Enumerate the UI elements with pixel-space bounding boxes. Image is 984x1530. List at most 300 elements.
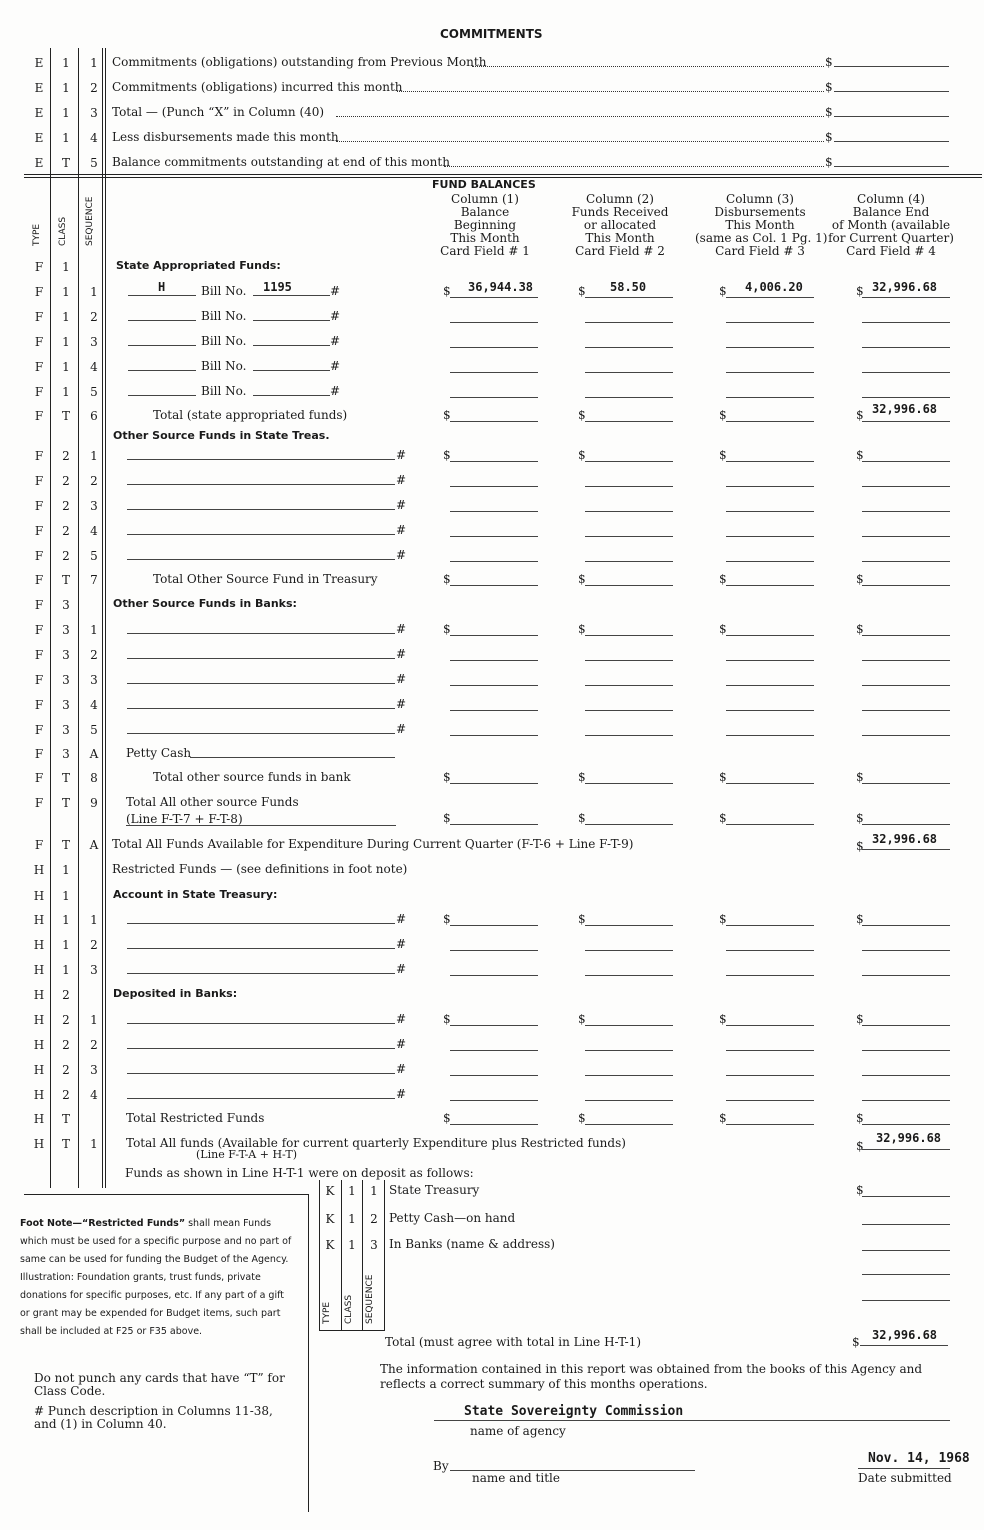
amount-field-2[interactable] (585, 783, 673, 784)
amount-field-4[interactable] (862, 975, 950, 976)
dollar-sign: $ (578, 284, 586, 298)
sequence-code: 5 (90, 385, 98, 399)
amount-field-1[interactable] (450, 511, 538, 512)
amount-field-1[interactable] (450, 1100, 538, 1101)
deposit-sequence-header: SEQUENCE (365, 1274, 375, 1324)
dollar-sign: $ (856, 1139, 864, 1153)
type-code: F (34, 796, 44, 810)
hash-mark: # (396, 523, 407, 537)
amount-field-2[interactable] (585, 585, 673, 586)
petty-cash-field[interactable] (190, 757, 395, 758)
amount-field-4[interactable] (862, 685, 950, 686)
amount-field-3[interactable] (726, 297, 814, 298)
fund-balances-heading: FUND BALANCES (432, 178, 536, 191)
amount-field-2[interactable] (585, 511, 673, 512)
sequence-code: 4 (90, 131, 98, 145)
class-code: 1 (62, 260, 70, 274)
hash-mark: # (396, 498, 407, 512)
amount-field-4[interactable] (862, 347, 950, 348)
sequence-code: 3 (90, 335, 98, 349)
deposit-amount-field[interactable] (862, 1300, 950, 1301)
class-code: 1 (62, 335, 70, 349)
class-code: 1 (62, 938, 70, 952)
column-header-line: Funds Received (571, 205, 669, 219)
deposit-amount-field[interactable] (862, 1196, 950, 1197)
description-field[interactable] (127, 559, 395, 560)
amount-field-4[interactable] (862, 783, 950, 784)
type-code: F (34, 524, 44, 538)
class-code: 2 (62, 549, 70, 563)
amount-field-3[interactable] (726, 1100, 814, 1101)
class-code: 1 (62, 310, 70, 324)
dollar-sign: $ (719, 1012, 727, 1026)
amount-field-4[interactable] (862, 735, 950, 736)
amount-field-4[interactable] (862, 1124, 950, 1125)
section-account-treasury: Account in State Treasury: (113, 888, 278, 901)
class-code: 2 (62, 1088, 70, 1102)
dollar-sign: $ (719, 622, 727, 636)
description-field[interactable] (127, 534, 395, 535)
type-code: H (33, 988, 45, 1002)
amount-field-2[interactable] (585, 1050, 673, 1051)
amount-field-3[interactable] (726, 347, 814, 348)
amount-field-3[interactable] (726, 397, 814, 398)
sequence-code: 2 (370, 1212, 378, 1226)
dollar-sign: $ (719, 572, 727, 586)
type-code: E (34, 106, 44, 120)
petty-cash-label: Petty Cash (126, 746, 192, 760)
hash-mark: # (396, 962, 407, 976)
column-header-line: (same as Col. 1 Pg. 1) (695, 231, 828, 245)
amount-field-4[interactable] (862, 1075, 950, 1076)
amount-field-3[interactable] (726, 1124, 814, 1125)
type-code: F (34, 409, 44, 423)
footnote-body: shall mean Funds which must be used for a specific purpose and no part of same can be used for funding the Budget of the Agency. Illustration: Foundation grants, trust funds, private donations for specific purposes, etc. If any part of a gift or grant may be expended for Budget items, such part shall be included at F25 or F35 above. (20, 1218, 292, 1337)
commitment-amount-field[interactable] (834, 141, 949, 142)
sequence-code: 3 (90, 499, 98, 513)
column-2-header (560, 193, 680, 258)
total-all-available-label: Total All Funds Available for Expenditure During Current Quarter (F-T-6 + Line F-T-9) (112, 837, 634, 851)
certification-text: The information contained in this report was obtained from the books of this Agency and reflects a correct summary of this months operations. (380, 1362, 923, 1391)
amount-field-1[interactable] (450, 710, 538, 711)
commitment-amount-field[interactable] (834, 91, 949, 92)
column-1-amount: 36,944.38 (468, 280, 534, 294)
amount-field-1[interactable] (450, 561, 538, 562)
date-label: Date submitted (858, 1471, 952, 1485)
amount-field-1[interactable] (450, 372, 538, 373)
amount-field-1[interactable] (450, 925, 538, 926)
description-field[interactable] (127, 1048, 395, 1049)
deposit-label: State Treasury (389, 1183, 480, 1197)
amount-field-2[interactable] (585, 950, 673, 951)
amount-field-4[interactable] (862, 1050, 950, 1051)
amount-field-3[interactable] (726, 585, 814, 586)
amount-field-4[interactable] (862, 635, 950, 636)
sequence-code: A (89, 838, 99, 852)
amount-field-2[interactable] (585, 1124, 673, 1125)
amount-field-1[interactable] (450, 685, 538, 686)
dollar-sign: $ (856, 284, 864, 298)
amount-field-4[interactable] (862, 710, 950, 711)
commitment-amount-field[interactable] (834, 66, 949, 67)
total-all-other-line (126, 825, 396, 826)
column-header-line: This Month (450, 231, 520, 245)
type-code: H (33, 963, 45, 977)
agency-label: name of agency (470, 1424, 566, 1438)
sequence-code: 6 (90, 409, 98, 423)
amount-field-3[interactable] (726, 1050, 814, 1051)
description-field[interactable] (127, 923, 395, 924)
class-code: 3 (62, 698, 70, 712)
description-field[interactable] (127, 509, 395, 510)
type-code: H (33, 913, 45, 927)
class-code: T (61, 796, 70, 810)
amount-field-3[interactable] (726, 824, 814, 825)
type-code: F (34, 838, 44, 852)
class-code: 1 (62, 106, 70, 120)
section-restricted: Restricted Funds — (see definitions in foot note) (112, 862, 408, 876)
type-code: K (325, 1238, 335, 1252)
class-code: 1 (62, 360, 70, 374)
amount-field-2[interactable] (585, 635, 673, 636)
description-field[interactable] (127, 708, 395, 709)
dollar-sign: $ (443, 912, 451, 926)
total-state-appropriated-value: 32,996.68 (872, 402, 938, 416)
dollar-sign: $ (856, 408, 864, 422)
sequence-code: 5 (90, 156, 98, 170)
house-field[interactable] (128, 320, 196, 321)
type-code: F (34, 285, 44, 299)
sequence-code: 1 (90, 1013, 98, 1027)
bill-number-field[interactable] (253, 295, 330, 296)
amount-field-4[interactable] (862, 397, 950, 398)
type-code: F (34, 310, 44, 324)
dollar-sign: $ (825, 80, 833, 94)
column-header-line: Disbursements (714, 205, 806, 219)
dollar-sign: $ (856, 912, 864, 926)
description-field[interactable] (127, 1023, 395, 1024)
bill-label: Bill No. (201, 359, 247, 373)
type-code: F (34, 723, 44, 737)
amount-field-1[interactable] (450, 421, 538, 422)
amount-field-1[interactable] (450, 322, 538, 323)
house-field[interactable] (128, 345, 196, 346)
type-code: H (33, 1088, 45, 1102)
dollar-sign: $ (825, 155, 833, 169)
sequence-code: 2 (90, 310, 98, 324)
amount-field-1[interactable] (450, 347, 538, 348)
amount-field-3[interactable] (726, 710, 814, 711)
type-code: F (34, 499, 44, 513)
type-code: F (34, 648, 44, 662)
column-1-header (425, 193, 545, 258)
sequence-code: 7 (90, 573, 98, 587)
amount-field-1[interactable] (450, 975, 538, 976)
total-all-other-sub: (Line F-T-7 + F-T-8) (126, 812, 243, 826)
hash-mark: # (396, 912, 407, 926)
amount-field-4[interactable] (862, 461, 950, 462)
agency-name: State Sovereignty Commission (464, 1404, 684, 1419)
amount-field-2[interactable] (585, 561, 673, 562)
class-code: 1 (62, 913, 70, 927)
house-field[interactable] (128, 295, 196, 296)
code-column-divider (50, 48, 51, 1188)
class-code: 2 (62, 1063, 70, 1077)
footnote-note-1: Do not punch any cards that have “T” for Class Code. (34, 1371, 285, 1398)
description-field[interactable] (127, 948, 395, 949)
amount-field-1[interactable] (450, 1075, 538, 1076)
footnote-note-2: # Punch description in Columns 11-38, and (1) in Column 40. (34, 1404, 273, 1431)
class-code: T (61, 409, 70, 423)
bill-number-field[interactable] (253, 395, 330, 396)
amount-field-3[interactable] (726, 685, 814, 686)
amount-field-2[interactable] (585, 1100, 673, 1101)
dollar-sign: $ (856, 1183, 864, 1197)
description-field[interactable] (127, 633, 395, 634)
amount-field-2[interactable] (585, 297, 673, 298)
type-code: F (34, 698, 44, 712)
class-code: 2 (62, 524, 70, 538)
description-field[interactable] (127, 1073, 395, 1074)
class-code: 2 (62, 499, 70, 513)
hash-mark: # (396, 672, 407, 686)
deposit-amount-field[interactable] (862, 1274, 950, 1275)
amount-field-4[interactable] (862, 1149, 950, 1150)
amount-field-3[interactable] (726, 660, 814, 661)
amount-field-3[interactable] (726, 486, 814, 487)
amount-field-2[interactable] (585, 735, 673, 736)
amount-field-3[interactable] (726, 735, 814, 736)
commitment-amount-field[interactable] (834, 116, 949, 117)
dollar-sign: $ (443, 408, 451, 422)
name-title-label: name and title (472, 1471, 560, 1485)
amount-field-1[interactable] (450, 461, 538, 462)
sequence-code: 4 (90, 360, 98, 374)
hash-mark: # (396, 647, 407, 661)
class-code: 1 (62, 56, 70, 70)
class-code: 1 (62, 963, 70, 977)
amount-field-2[interactable] (585, 710, 673, 711)
total-all-other-label: Total All other source Funds (126, 795, 299, 809)
dollar-sign: $ (825, 55, 833, 69)
column-header-line: for Current Quarter) (828, 231, 954, 245)
description-field[interactable] (127, 459, 395, 460)
description-field[interactable] (127, 658, 395, 659)
sequence-code: A (89, 747, 99, 761)
amount-field-2[interactable] (585, 372, 673, 373)
amount-field-1[interactable] (450, 486, 538, 487)
type-code: E (34, 56, 44, 70)
column-header-line: Column (4) (857, 192, 925, 206)
amount-field-3[interactable] (726, 1075, 814, 1076)
type-code: H (33, 863, 45, 877)
amount-field-4[interactable] (862, 925, 950, 926)
amount-field-3[interactable] (726, 461, 814, 462)
total-other-treasury-label: Total Other Source Fund in Treasury (153, 572, 378, 586)
hash-mark: # (396, 1062, 407, 1076)
amount-field-2[interactable] (585, 1075, 673, 1076)
amount-field-4[interactable] (862, 372, 950, 373)
amount-field-4[interactable] (862, 660, 950, 661)
type-code: K (325, 1184, 335, 1198)
class-code: T (61, 1137, 70, 1151)
dollar-sign: $ (856, 770, 864, 784)
amount-field-3[interactable] (726, 511, 814, 512)
deposit-label: Petty Cash—on hand (389, 1211, 516, 1225)
amount-field-4[interactable] (862, 322, 950, 323)
amount-field-1[interactable] (450, 397, 538, 398)
column-header-line: Beginning (453, 218, 517, 232)
commitment-label: Balance commitments outstanding at end of this month (112, 155, 450, 169)
description-field[interactable] (127, 973, 395, 974)
amount-field-2[interactable] (585, 824, 673, 825)
bill-house-value: H (158, 280, 166, 294)
bill-number-field[interactable] (253, 370, 330, 371)
amount-field-1[interactable] (450, 1124, 538, 1125)
amount-field-4[interactable] (862, 536, 950, 537)
dollar-sign: $ (443, 572, 451, 586)
amount-field-4[interactable] (862, 486, 950, 487)
class-code: 2 (62, 988, 70, 1002)
deposit-amount-field[interactable] (862, 1224, 950, 1225)
class-header: CLASS (58, 216, 68, 246)
amount-field-1[interactable] (450, 660, 538, 661)
amount-field-4[interactable] (862, 824, 950, 825)
bill-number-field[interactable] (253, 320, 330, 321)
deposit-label: In Banks (name & address) (389, 1237, 555, 1251)
amount-field-1[interactable] (450, 824, 538, 825)
bill-label: Bill No. (201, 384, 247, 398)
type-code: F (34, 549, 44, 563)
amount-field-2[interactable] (585, 660, 673, 661)
amount-field-4[interactable] (862, 561, 950, 562)
amount-field-1[interactable] (450, 1025, 538, 1026)
amount-field-2[interactable] (585, 486, 673, 487)
hash-mark: # (396, 937, 407, 951)
amount-field-3[interactable] (726, 635, 814, 636)
type-code: K (325, 1212, 335, 1226)
amount-field-4[interactable] (862, 950, 950, 951)
dollar-sign: $ (856, 811, 864, 825)
amount-field-4[interactable] (862, 297, 950, 298)
description-field[interactable] (127, 733, 395, 734)
amount-field-2[interactable] (585, 685, 673, 686)
deposit-box-divider (362, 1180, 363, 1330)
column-header-line: Card Field # 4 (846, 244, 936, 258)
amount-field-3[interactable] (726, 975, 814, 976)
amount-field-3[interactable] (726, 783, 814, 784)
total-other-bank-label: Total other source funds in bank (153, 770, 351, 784)
column-header-line: Balance End (852, 205, 930, 219)
description-field[interactable] (127, 1098, 395, 1099)
amount-field-2[interactable] (585, 461, 673, 462)
amount-field-1[interactable] (450, 735, 538, 736)
type-code: F (34, 673, 44, 687)
class-code: 1 (348, 1238, 356, 1252)
amount-field-1[interactable] (450, 1050, 538, 1051)
dollar-sign: $ (856, 1111, 864, 1125)
deposit-amount-field[interactable] (862, 1250, 950, 1251)
footnote-title: Foot Note—“Restricted Funds” (20, 1218, 186, 1229)
amount-field-3[interactable] (726, 1025, 814, 1026)
dollar-sign: $ (443, 1012, 451, 1026)
amount-field-2[interactable] (585, 975, 673, 976)
sequence-code: 2 (90, 1038, 98, 1052)
amount-field-2[interactable] (585, 347, 673, 348)
page-title: COMMITMENTS (440, 27, 543, 41)
dollar-sign: $ (856, 448, 864, 462)
amount-field-4[interactable] (862, 1100, 950, 1101)
amount-field-3[interactable] (726, 925, 814, 926)
amount-field-3[interactable] (726, 322, 814, 323)
amount-line (860, 1345, 948, 1346)
amount-field-4[interactable] (862, 1025, 950, 1026)
hash-mark: # (396, 697, 407, 711)
amount-field-3[interactable] (726, 950, 814, 951)
amount-field-2[interactable] (585, 1025, 673, 1026)
amount-field-2[interactable] (585, 397, 673, 398)
amount-field-2[interactable] (585, 925, 673, 926)
amount-field-3[interactable] (726, 536, 814, 537)
dollar-sign: $ (719, 811, 727, 825)
amount-field-2[interactable] (585, 322, 673, 323)
class-code: 1 (348, 1184, 356, 1198)
type-code: F (34, 260, 44, 274)
amount-field-1[interactable] (450, 635, 538, 636)
dollar-sign: $ (852, 1335, 860, 1349)
description-field[interactable] (127, 484, 395, 485)
dollar-sign: $ (443, 1111, 451, 1125)
hash-mark: # (330, 359, 341, 373)
amount-field-3[interactable] (726, 561, 814, 562)
deposit-type-header: TYPE (322, 1301, 332, 1324)
amount-field-3[interactable] (726, 372, 814, 373)
description-field[interactable] (127, 683, 395, 684)
amount-field-1[interactable] (450, 297, 538, 298)
amount-field-4[interactable] (862, 585, 950, 586)
dollar-sign: $ (443, 284, 451, 298)
type-code: E (34, 81, 44, 95)
amount-field-4[interactable] (862, 421, 950, 422)
dollar-sign: $ (856, 622, 864, 636)
amount-field-4[interactable] (862, 849, 950, 850)
column-header-line: or allocated (583, 218, 657, 232)
dollar-sign: $ (825, 105, 833, 119)
bill-label: Bill No. (201, 334, 247, 348)
house-field[interactable] (128, 370, 196, 371)
amount-field-1[interactable] (450, 585, 538, 586)
dollar-sign: $ (825, 130, 833, 144)
type-code: F (34, 360, 44, 374)
commitment-amount-field[interactable] (834, 166, 949, 167)
column-header-line: Column (3) (726, 192, 794, 206)
amount-field-1[interactable] (450, 950, 538, 951)
deposit-total-value: 32,996.68 (872, 1328, 938, 1342)
bill-number-field[interactable] (253, 345, 330, 346)
class-code: 3 (62, 598, 70, 612)
amount-field-3[interactable] (726, 421, 814, 422)
sequence-code: 1 (90, 623, 98, 637)
amount-field-2[interactable] (585, 421, 673, 422)
amount-field-1[interactable] (450, 783, 538, 784)
amount-field-2[interactable] (585, 536, 673, 537)
leader-dots (397, 91, 824, 92)
amount-field-4[interactable] (862, 511, 950, 512)
house-field[interactable] (128, 395, 196, 396)
column-3-amount: 4,006.20 (745, 280, 803, 294)
column-header-line: Card Field # 3 (715, 244, 805, 258)
amount-field-1[interactable] (450, 536, 538, 537)
